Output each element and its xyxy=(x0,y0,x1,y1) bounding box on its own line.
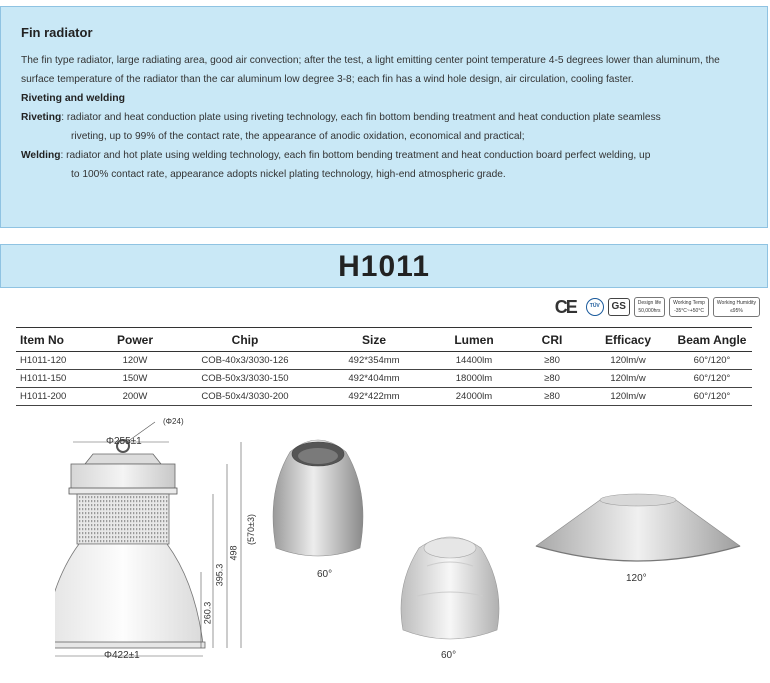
cell-power: 200W xyxy=(100,388,170,406)
fin-radiator-description: The fin type radiator, large radiating area, good air convection; after the test, a light emitting center point temperature 4-5 degrees lower than aluminum, the surface temperature of the radiator than the car aluminum low degree 3-8; each fin has a wind hole design, air circulation, cooling faster. xyxy=(21,55,720,85)
table-header-row xyxy=(16,328,752,352)
riveting-line-1: : radiator and heat conduction plate using riveting technology, each fin bottom bending treatment and heat conduction plate seamless xyxy=(61,112,661,123)
riveting-welding-heading: Riveting and welding xyxy=(21,93,125,104)
cell-cri: ≥80 xyxy=(520,352,584,370)
gs-mark-icon: GS xyxy=(608,298,630,316)
header-chip: Chip xyxy=(170,328,320,352)
top-cover xyxy=(85,454,161,464)
reflector-60-pc-image xyxy=(397,526,503,644)
ce-mark-icon: CE xyxy=(554,296,576,317)
reflector-120-image xyxy=(534,490,742,570)
table-row xyxy=(16,388,752,406)
riveting-line-2: riveting, up to 99% of the contact rate, the appearance of anodic oxidation, economical and practical; xyxy=(71,131,525,142)
design-life-badge xyxy=(634,297,665,317)
cell-chip: COB-50x4/3030-200 xyxy=(170,388,320,406)
cell-size: 492*404mm xyxy=(320,370,428,388)
cell-beam-angle: 60°/120° xyxy=(672,370,752,388)
design-life-value: 50,000hrs xyxy=(638,308,661,314)
model-header-bar xyxy=(0,244,768,288)
working-temp-label: Working Temp xyxy=(673,300,705,306)
cell-power: 150W xyxy=(100,370,170,388)
reflector-60-pc-label: 60° xyxy=(441,650,457,661)
cell-cri: ≥80 xyxy=(520,370,584,388)
fin-body xyxy=(77,494,169,544)
welding-line-2: to 100% contact rate, appearance adopts nickel plating technology, high-end atmospheric grade. xyxy=(71,169,506,180)
header-efficacy: Efficacy xyxy=(584,328,672,352)
technical-drawing xyxy=(55,412,260,662)
fin-radiator-panel xyxy=(0,6,768,228)
reflector-60-aluminum-label: 60° xyxy=(317,569,333,580)
reflector-120-label: 120° xyxy=(626,573,647,584)
cell-beam-angle: 60°/120° xyxy=(672,352,752,370)
working-humidity-value: ≤95% xyxy=(730,308,743,314)
table-row xyxy=(16,352,752,370)
dim-hook-label: (Φ24) xyxy=(163,417,184,426)
cell-lumen: 18000lm xyxy=(428,370,520,388)
cell-cri: ≥80 xyxy=(520,388,584,406)
working-humidity-label: Working Humidity xyxy=(716,300,756,306)
header-lumen: Lumen xyxy=(428,328,520,352)
fin-radiator-title: Fin radiator xyxy=(21,25,93,40)
cell-chip: COB-40x3/3030-126 xyxy=(170,352,320,370)
riveting-term: Riveting xyxy=(21,112,62,123)
working-temp-badge xyxy=(669,297,709,317)
cell-efficacy: 120lm/w xyxy=(584,388,672,406)
header-cri: CRI xyxy=(520,328,584,352)
shade-rim xyxy=(55,642,205,648)
riveting-definition xyxy=(21,108,747,127)
working-humidity-badge xyxy=(713,297,760,317)
dim-bottom-label: Φ422±1 xyxy=(104,650,140,661)
working-temp-value: -35°C~+50°C xyxy=(674,308,704,314)
tuv-mark-icon: TÜV xyxy=(586,298,604,316)
dim-h2-label: 395.3 xyxy=(214,563,225,587)
design-life-label: Design life xyxy=(637,300,662,306)
top-rim xyxy=(69,488,177,494)
welding-line-1: : radiator and hot plate using welding technology, each fin bottom bending treatment and heat conduction board perfect welding, up xyxy=(60,150,651,161)
cell-item-no: H1011-120 xyxy=(16,352,100,370)
model-title: H1011 xyxy=(338,250,430,283)
header-size: Size xyxy=(320,328,428,352)
header-power: Power xyxy=(100,328,170,352)
cell-lumen: 14400lm xyxy=(428,352,520,370)
cell-efficacy: 120lm/w xyxy=(584,370,672,388)
cell-lumen: 24000lm xyxy=(428,388,520,406)
header-beam-angle: Beam Angle xyxy=(672,328,752,352)
cell-efficacy: 120lm/w xyxy=(584,352,672,370)
cell-size: 492*354mm xyxy=(320,352,428,370)
header-item-no: Item No xyxy=(16,328,100,352)
cell-item-no: H1011-200 xyxy=(16,388,100,406)
cell-size: 492*422mm xyxy=(320,388,428,406)
cell-item-no: H1011-150 xyxy=(16,370,100,388)
table-row xyxy=(16,370,752,388)
welding-definition xyxy=(21,146,747,165)
lamp-shade xyxy=(55,544,203,644)
cell-beam-angle: 60°/120° xyxy=(672,388,752,406)
cell-chip: COB-50x3/3030-150 xyxy=(170,370,320,388)
dim-h3-label: 498 xyxy=(228,545,239,561)
cell-power: 120W xyxy=(100,352,170,370)
dim-h1-label: 260.3 xyxy=(202,601,213,625)
certification-badges xyxy=(555,296,760,318)
welding-term: Welding xyxy=(21,150,61,161)
dim-top-label: Φ255±1 xyxy=(106,436,142,447)
dim-h4-label: (570±3) xyxy=(246,514,256,545)
reflector-60-aluminum-image xyxy=(270,432,366,562)
spec-table xyxy=(16,327,752,406)
